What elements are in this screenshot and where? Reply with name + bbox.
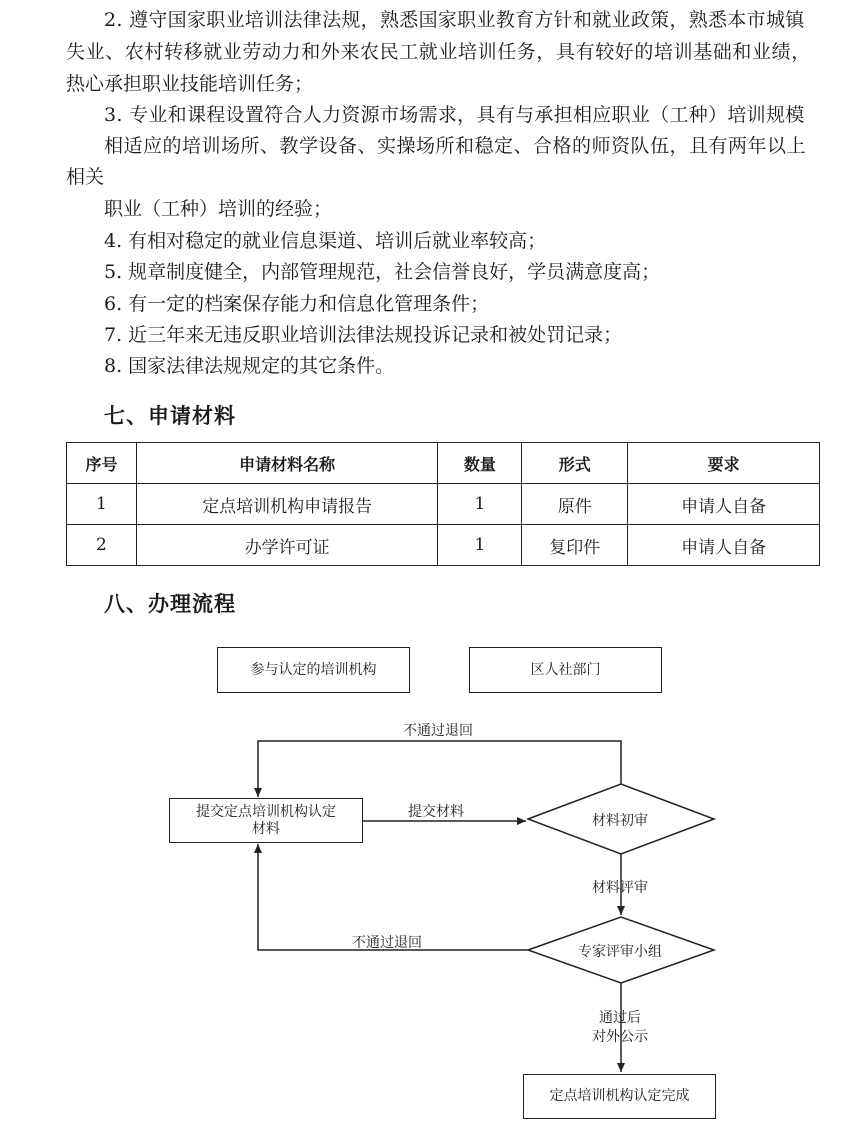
paragraph-line: 2. 遵守国家职业培训法律法规，熟悉国家职业教育方针和就业政策，熟悉本市城镇 xyxy=(104,9,805,31)
pass-label-line2: 对外公示 xyxy=(592,1029,648,1045)
initial-review-label: 材料初审 xyxy=(592,813,648,829)
paragraph-line: 5. 规章制度健全，内部管理规范，社会信誉良好，学员满意度高； xyxy=(104,261,661,283)
reject-top-connector xyxy=(258,741,621,797)
table-cell: 2 xyxy=(67,525,137,566)
expert-group-label: 专家评审小组 xyxy=(578,944,662,960)
paragraph-line: 6. 有一定的档案保存能力和信息化管理条件； xyxy=(104,293,490,315)
paragraph-line: 8. 国家法律法规规定的其它条件。 xyxy=(104,355,395,377)
pass-label-line1: 通过后 xyxy=(599,1010,641,1026)
paragraph-line: 4. 有相对稳定的就业信息渠道、培训后就业率较高； xyxy=(104,230,547,252)
table-cell: 1 xyxy=(438,484,522,525)
table-cell: 1 xyxy=(438,525,522,566)
table-header-cell: 形式 xyxy=(522,443,628,484)
paragraph-line: 7. 近三年来无违反职业培训法律法规投诉记录和被处罚记录； xyxy=(104,324,623,346)
paragraph-line: 3. 专业和课程设置符合人力资源市场需求，具有与承担相应职业（工种）培训规模 xyxy=(104,104,805,126)
table-cell: 复印件 xyxy=(522,525,628,566)
paragraph-line: 热心承担职业技能培训任务； xyxy=(66,73,314,95)
legend-applicant-box: 参与认定的培训机构 xyxy=(217,647,410,693)
table-cell: 申请人自备 xyxy=(628,484,820,525)
paragraph-line: 职业（工种）培训的经验； xyxy=(104,198,333,220)
paragraph-line: 相关 xyxy=(66,166,105,188)
complete-box: 定点培训机构认定完成 xyxy=(523,1074,716,1119)
table-cell: 办学许可证 xyxy=(136,525,438,566)
section-heading: 七、申请材料 xyxy=(104,404,236,428)
reject-top-label: 不通过退回 xyxy=(403,723,473,739)
table-cell: 1 xyxy=(67,484,137,525)
submit-materials-label: 提交材料 xyxy=(408,804,464,820)
table-header-cell: 数量 xyxy=(438,443,522,484)
table-header-cell: 申请材料名称 xyxy=(136,443,438,484)
section-heading: 八、办理流程 xyxy=(104,592,236,616)
table-header-cell: 要求 xyxy=(628,443,820,484)
table-cell: 定点培训机构申请报告 xyxy=(136,484,438,525)
submit-materials-box: 提交定点培训机构认定材料 xyxy=(169,798,363,843)
table-header-cell: 序号 xyxy=(67,443,137,484)
paragraph-line: 相适应的培训场所、教学设备、实操场所和稳定、合格的师资队伍，且有两年以上 xyxy=(104,135,807,157)
table-cell: 原件 xyxy=(522,484,628,525)
table-cell: 申请人自备 xyxy=(628,525,820,566)
material-review-label: 材料评审 xyxy=(592,880,648,896)
legend-department-box: 区人社部门 xyxy=(469,647,662,693)
reject-bottom-label: 不通过退回 xyxy=(352,935,422,951)
paragraph-line: 失业、农村转移就业劳动力和外来农民工就业培训任务，具有较好的培训基础和业绩， xyxy=(66,41,811,63)
